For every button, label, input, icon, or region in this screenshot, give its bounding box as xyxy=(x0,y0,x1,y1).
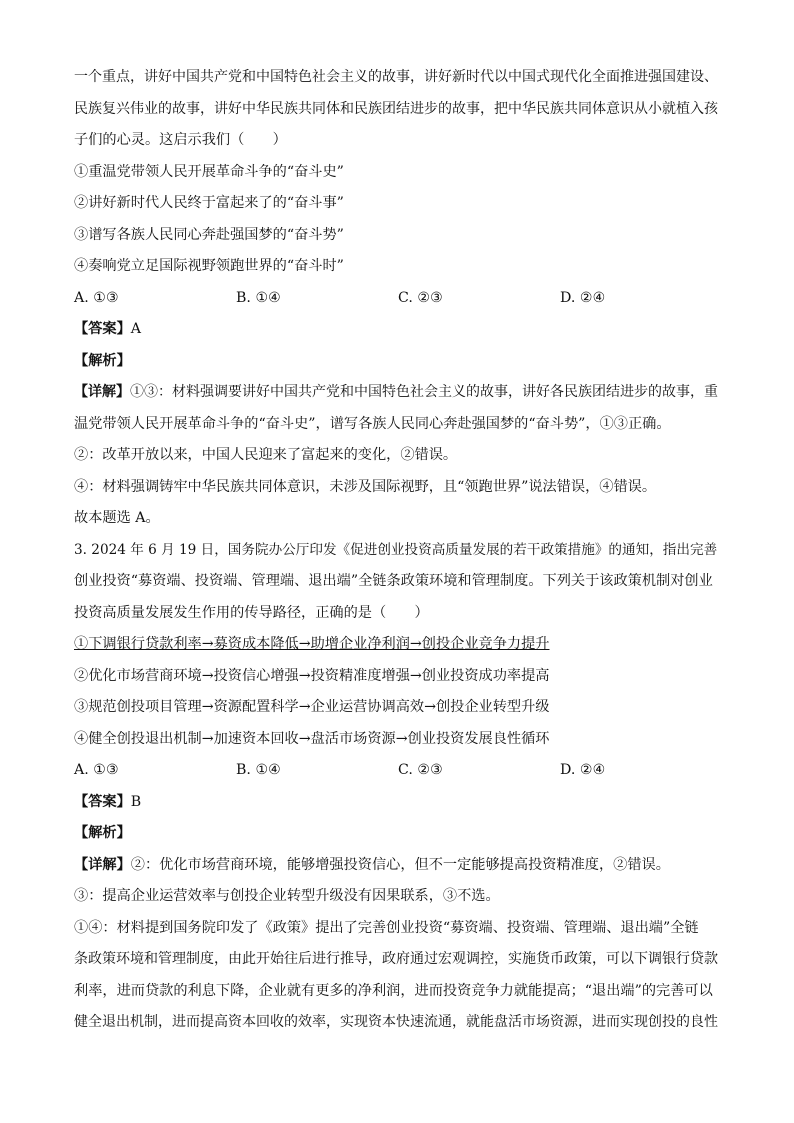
q2-detail-text: ①③：材料强调要讲好中国共产党和中国特色社会主义的故事，讲好各民族团结进步的故事，重 xyxy=(130,384,718,400)
q3-option-d: D. ②④ xyxy=(560,762,606,778)
q2-option-d: D. ②④ xyxy=(560,289,606,306)
q3-detail-line: 条政策环境和管理制度，由此开始往后进行推导，政府通过宏观调控，实施货币政策，可以下调银行贷款 xyxy=(74,951,718,967)
q3-detail-line: ①④：材料提到国务院印发了《政策》提出了完善创业投资“募资端、投资端、管理端、退出端”全链 xyxy=(74,919,699,936)
q2-option-a: A. ①③ xyxy=(74,289,119,306)
q2-detail-line: 温党带领人民开展革命斗争的“奋斗史”，谱写各族人民同心奔赴强国梦的“奋斗势”，①③正确。 xyxy=(74,415,671,432)
q2-stem xyxy=(74,62,724,157)
answer-label: 【答案】 xyxy=(74,321,131,337)
q2-statement: ④奏响党立足国际视野领跑世界的“奋斗时” xyxy=(74,258,344,274)
q3-option-c: C. ②③ xyxy=(398,762,443,778)
q2-detail-line xyxy=(74,377,724,409)
q3-detail-line: 利率，进而贷款的利息下降，企业就有更多的净利润，进而投资竞争力就能提高；“退出端”的完善可以 xyxy=(74,982,713,999)
q3-detail-line xyxy=(74,850,724,882)
q2-statement: ③谱写各族人民同心奔赴强国梦的“奋斗势” xyxy=(74,226,344,243)
q2-stem-line: 一个重点，讲好中国共产党和中国特色社会主义的故事，讲好新时代以中国式现代化全面推进强国建设、 xyxy=(74,69,718,85)
q3-answer xyxy=(74,787,724,819)
q3-detail-line: 健全退出机制，进而提高资本回收的效率，实现资本快速流通，就能盘活市场资源，进而实现创投的良性 xyxy=(74,1014,718,1030)
detail-label: 【详解】 xyxy=(74,856,131,873)
answer-value: A xyxy=(130,321,142,337)
answer-value: B xyxy=(130,793,142,810)
document-page xyxy=(74,62,724,1039)
q2-option-b: B. ①④ xyxy=(236,289,281,306)
q3-statement: ④健全创投退出机制→加速资本回收→盘活市场资源→创业投资发展良性循环 xyxy=(74,730,550,747)
q2-analysis-label: 【解析】 xyxy=(74,352,131,369)
q3-options xyxy=(74,755,724,787)
q2-option-c: C. ②③ xyxy=(398,289,443,306)
q3-statement: ③规范创投项目管理→资源配置科学→企业运营协调高效→创投企业转型升级 xyxy=(74,699,550,715)
q2-answer xyxy=(74,314,724,346)
q3-statements xyxy=(74,629,724,755)
q2-detail-line: 故本题选 A。 xyxy=(74,510,160,526)
q3-stem-line: 3. 2024 年 6 月 19 日，国务院办公厅印发《促进创业投资高质量发展的若干政策措施》的通知，指出完善 xyxy=(74,541,718,558)
q2-statement: ①重温党带领人民开展革命斗争的“奋斗史” xyxy=(74,163,344,180)
answer-label: 【答案】 xyxy=(74,793,131,810)
q2-options xyxy=(74,283,724,315)
q3-stem xyxy=(74,535,724,630)
q2-stem-line: 民族复兴伟业的故事，讲好中华民族共同体和民族团结进步的故事，把中华民族共同体意识从小就植入孩 xyxy=(74,100,718,117)
q2-detail xyxy=(74,377,724,535)
q2-detail-line: ②：改革开放以来，中国人民迎来了富起来的变化，②错误。 xyxy=(74,447,458,463)
q3-option-b: B. ①④ xyxy=(236,762,281,778)
q2-statements xyxy=(74,157,724,283)
q3-option-a: A. ①③ xyxy=(74,762,119,778)
q3-stem-line: 创业投资“募资端、投资端、管理端、退出端”全链条政策环境和管理制度。下列关于该政策机制对创业 xyxy=(74,573,713,589)
q3-analysis-label: 【解析】 xyxy=(74,825,131,841)
q3-detail-text: ②：优化市场营商环境，能够增强投资信心，但不一定能够提高投资精准度，②错误。 xyxy=(130,856,670,873)
q2-detail-line: ④：材料强调铸牢中华民族共同体意识，未涉及国际视野，且“领跑世界”说法错误，④错误。 xyxy=(74,478,657,495)
q2-statement: ②讲好新时代人民终于富起来了的“奋斗事” xyxy=(74,195,344,211)
q3-statement: ①下调银行贷款利率→募资成本降低→助增企业净利润→创投企业竞争力提升 xyxy=(74,636,550,652)
q3-stem-line: 投资高质量发展发生作用的传导路径，正确的是（ ） xyxy=(74,604,429,621)
q2-stem-line: 子们的心灵。这启示我们（ ） xyxy=(74,132,287,148)
q3-detail xyxy=(74,850,724,1039)
detail-label: 【详解】 xyxy=(74,384,130,400)
q3-detail-line: ③：提高企业运营效率与创投企业转型升级没有因果联系，③不选。 xyxy=(74,888,500,904)
q3-statement: ②优化市场营商环境→投资信心增强→投资精准度增强→创业投资成功率提高 xyxy=(74,667,550,684)
